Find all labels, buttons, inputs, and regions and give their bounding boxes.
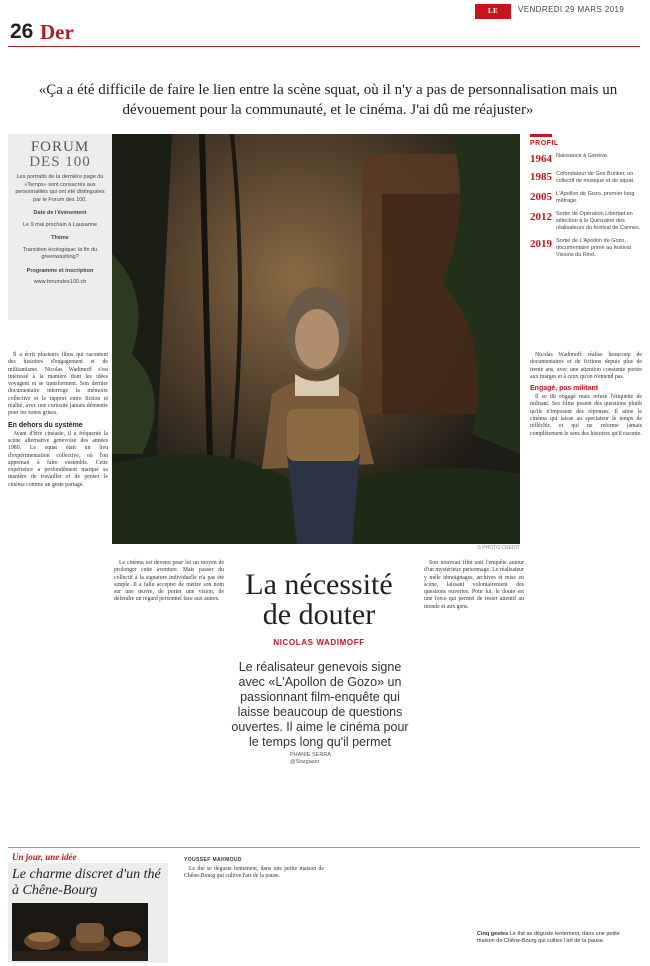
article-paragraph: Son nouveau film suit l'enquête autour d'un mystérieux personnage. Le réalisateur y mêle témoignages, archives et mise en scène, laissant volontairement des questions ouvertes. Pour lui, le doute est une force qui permet de rester attentif au monde et aux gens. [424,560,524,610]
jour-note-text: Le thé se déguste lentement, dans une petite maison de Chêne-Bourg qui cultive l'art de la pause. [477,931,620,944]
profile-entry [530,153,642,165]
profile-text: Sortie de Opération Libertad en sélection à la Quinzaine des réalisateurs du festival de Cannes. [556,211,641,231]
article-column-5 [530,352,642,438]
profile-accent-bar [530,134,552,137]
forum-intro: Les portraits de la dernière page du «Temps» sont consacrés aux personnalités qui ont été distinguées par le Forum des 100. [15,174,105,203]
article-subhead: Engagé, pas militant [530,385,599,393]
jour-title: Le charme discret d'un thé à Chêne-Bourg [12,867,161,898]
profile-year: 1985 [530,171,552,183]
forum-date-value: Le 9 mai prochain à Lausanne [23,221,97,228]
article-column-4 [424,560,524,611]
jour-note-label: Cinq gestes [477,931,509,937]
jour-note [477,931,627,945]
portrait-illustration [112,134,520,544]
profile-year: 2005 [530,191,552,203]
profile-year: 1964 [530,153,552,165]
jour-author: YOUSSEF MAHMOUD [184,857,242,863]
profile-entry [530,171,642,185]
masthead-logo: LE TEMPS [475,4,511,19]
jour-band: Un jour, une idée [8,851,168,863]
forum-program-label: Programme et inscription [26,267,94,274]
article-paragraph: Il a écrit plusieurs films qui racontent des histoires d'engagement et de militantisme. Nicolas Wadimoff s'est intéressé à la manière dont les idées voyagent et se transforment. Son dernier documentaire interroge la mémoire collective et le rapport entre fiction et réalité, avec une curiosité jamais démentie pour les zones grises. [8,352,108,417]
forum-title-line2: DES 100 [29,154,91,170]
forum-title-line1: FORUM [30,139,90,155]
author-handle[interactable]: @Stargazer [290,759,320,765]
footer-divider [8,847,640,848]
profile-year: 2012 [530,211,552,223]
tea-photo [12,903,148,961]
article-column-2 [114,560,224,604]
profile-entry [530,191,642,205]
article-column-1 [8,352,108,489]
article-paragraph: Le cinéma est devenu pour lui un moyen de prolonger cette aventure. Mais passer du collectif à la signature individuelle n'a pas été simple. Il a fallu accepter de mettre son nom sur une œuvre, de porter une vision, de défendre un regard personnel face aux autres. [114,560,224,603]
profile-text: Naissance à Genève. [556,153,609,159]
forum-date-label: Date de l'événement [33,210,87,216]
page-number: 26 [10,20,34,43]
profile-heading: PROFIL [530,140,559,147]
profile-entry [530,211,642,232]
article-paragraph: Avant d'être cinéaste, il a fréquenté la scène alternative genevoise des années 1980. Le squat était un lieu d'expérimentation collective, où l'on apprenait à faire ensemble. Cette expérience a profondément marqué sa manière de travailler et de penser le cinéma comme un geste partagé. [8,430,108,488]
author-name: PHANIE SERRA [290,752,331,758]
profile-box [530,134,642,259]
jour-column-1 [184,866,324,881]
pull-quote: «Ça a été difficile de faire le lien entre la scène squat, où il n'y a pas de personnalisation mais un dévouement pour la communauté, et le cinéma. J'ai dû me réajuster» [38,82,618,118]
article-subhead: En dehors du système [8,421,83,429]
section-title: Der [40,20,74,44]
jour-paragraph: Le thé se déguste lentement, dans une petite maison de Chêne-Bourg qui cultive l'art de la pause. [184,866,324,880]
article-paragraph: Nicolas Wadimoff réalise beaucoup de documentaires et de fictions depuis plus de trente ans, avec une attention constante portée aux marges et à ceux qu'on n'entend pas. [530,352,642,380]
forum-des-100-box [8,134,112,320]
forum-title [15,140,105,170]
profile-entry [530,238,642,259]
profile-text: L'Apollon de Gozo, premier long métrage. [556,191,635,204]
author-credit [290,752,331,766]
portrait-photo [112,134,520,544]
profile-text: Sortie de L'Apollon de Gozo, documentaire primé au festival Visions du Réel. [556,238,631,258]
profile-text: Cofondateur de Gos Bunker, un collectif de musique et de squat. [556,171,635,184]
header-divider [8,46,640,47]
un-jour-une-idee-box [8,851,168,963]
tea-illustration [12,903,148,961]
forum-program-link[interactable]: www.forumdes100.ch [33,279,87,285]
issue-date: VENDREDI 29 MARS 2019 [518,5,625,14]
forum-theme-value: Transition écologique: la fin du greenwashing? [22,246,98,260]
headline: La nécessité de douter [245,568,393,631]
profile-year: 2019 [530,238,552,250]
photo-credit: © PHOTO CREDIT [477,545,520,551]
forum-theme-label: Thème [51,235,69,241]
standfirst: Le réalisateur genevois signe avec «L'Apollon de Gozo» un passionnant film-enquête qui laisse beaucoup de questions ouvertes. Il aime le cinéma pour le temps long qu'il permet [231,660,409,749]
byline: NICOLAS WADIMOFF [273,638,365,647]
article-paragraph: Il se dit engagé mais refuse l'étiquette de militant. Ses films posent des questions plutôt qu'ils n'imposent des réponses. Il aime le cinéma qui laisse au spectateur le temps de réfléchir, et qui ne referme jamais complètement le sens des histoires qu'il raconte. [530,394,642,437]
